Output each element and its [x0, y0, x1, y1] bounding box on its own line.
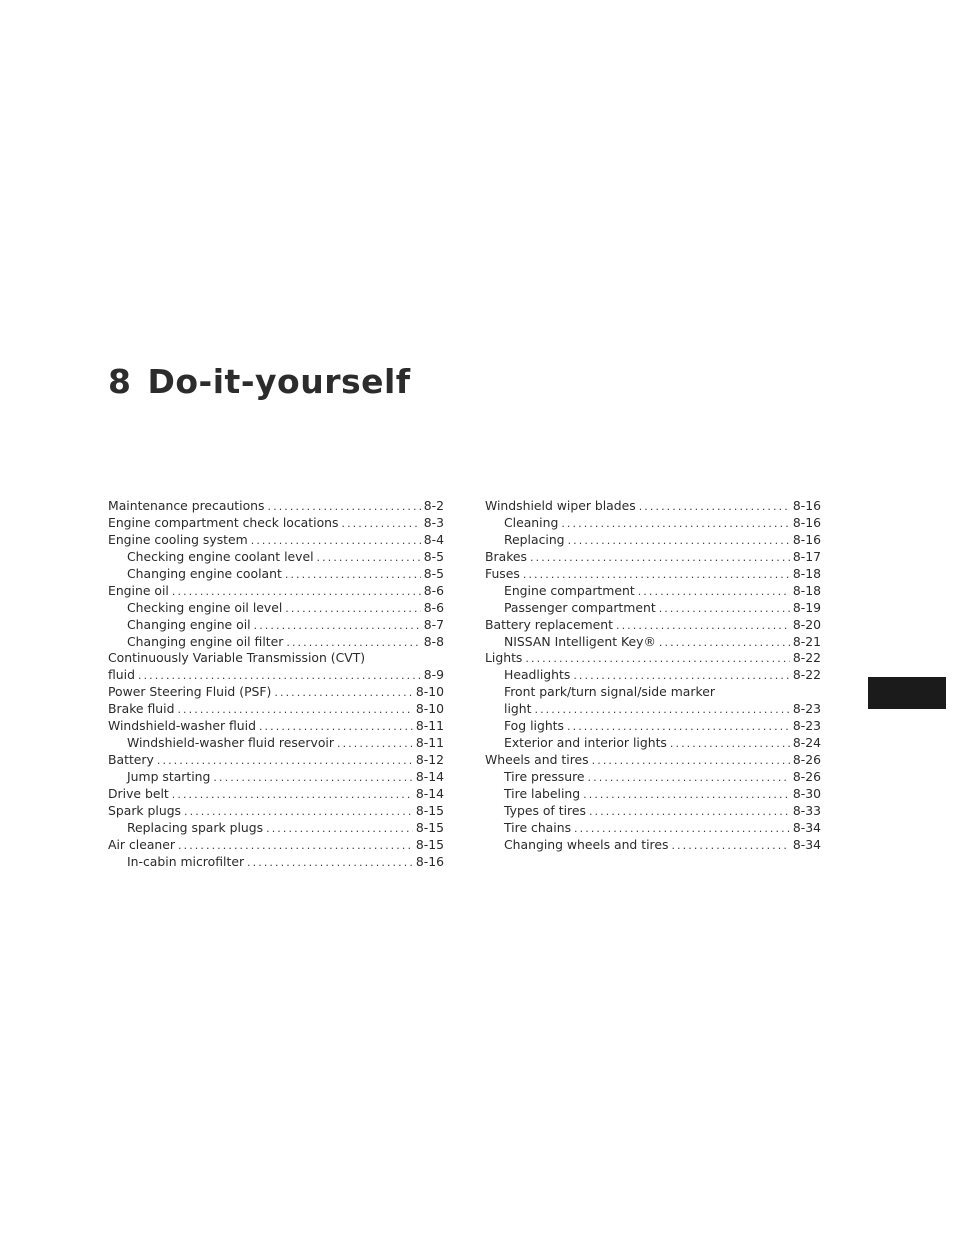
- toc-entry[interactable]: [108, 735, 444, 752]
- toc-entry-page: 8-6: [423, 599, 444, 615]
- toc-leader-dots: [589, 804, 790, 820]
- toc-entry-label: Power Steering Fluid (PSF): [108, 684, 272, 700]
- toc-entry[interactable]: [108, 600, 444, 617]
- toc-entry-page: 8-20: [792, 616, 821, 632]
- chapter-name: Do-it-yourself: [147, 362, 411, 401]
- toc-entry[interactable]: [108, 617, 444, 634]
- toc-entry-page: 8-10: [415, 684, 444, 700]
- toc-entry-label: Tire pressure: [504, 769, 585, 784]
- toc-entry-page: 8-22: [792, 650, 821, 666]
- toc-entry[interactable]: [485, 617, 821, 634]
- toc-entry[interactable]: [485, 684, 821, 701]
- toc-leader-dots: [285, 567, 421, 583]
- toc-entry-page: 8-14: [415, 769, 444, 784]
- toc-entry-page: 8-6: [423, 582, 444, 598]
- toc-entry[interactable]: [485, 820, 821, 837]
- toc-entry-label: Fog lights: [504, 718, 564, 734]
- toc-entry[interactable]: [108, 820, 444, 837]
- toc-entry[interactable]: [485, 532, 821, 549]
- toc-entry-label: Jump starting: [127, 769, 211, 784]
- toc-leader-dots: [534, 702, 789, 718]
- toc-entry-page: 8-19: [792, 599, 821, 615]
- toc-entry-label: Engine compartment: [504, 582, 635, 598]
- toc-entry[interactable]: [485, 769, 821, 786]
- toc-entry-page: 8-24: [792, 735, 821, 751]
- toc-leader-dots: [254, 618, 421, 634]
- toc-entry[interactable]: [485, 837, 821, 854]
- toc-leader-dots: [638, 584, 790, 600]
- toc-entry-label: Engine compartment check locations: [108, 514, 339, 530]
- toc-leader-dots: [286, 635, 420, 651]
- toc-entry-page: 8-3: [423, 514, 444, 530]
- toc-leader-dots: [184, 804, 413, 820]
- toc-entry-label: Changing engine oil: [127, 616, 251, 632]
- toc-entry[interactable]: [108, 634, 444, 651]
- toc-leader-dots: [671, 838, 789, 854]
- toc-entry-label: Wheels and tires: [485, 752, 589, 768]
- toc-entry-page: 8-23: [792, 701, 821, 717]
- toc-entry[interactable]: [108, 701, 444, 718]
- toc-entry-page: 8-34: [792, 836, 821, 852]
- toc-entry-page: 8-14: [415, 785, 444, 801]
- toc-entry-label: Battery replacement: [485, 616, 613, 632]
- toc-entry-label: Types of tires: [504, 802, 586, 818]
- toc-left-column: [108, 498, 444, 871]
- toc-entry-page: 8-22: [792, 667, 821, 683]
- toc-entry[interactable]: [108, 667, 444, 684]
- toc-entry[interactable]: [485, 650, 821, 667]
- toc-entry-label: Passenger compartment: [504, 599, 656, 615]
- toc-entry[interactable]: [108, 718, 444, 735]
- toc-entry-label: fluid: [108, 667, 135, 683]
- toc-entry-page: 8-26: [792, 769, 821, 784]
- toc-leader-dots: [213, 770, 412, 786]
- toc-entry-page: 8-8: [423, 633, 444, 649]
- toc-entry-label: Lights: [485, 650, 523, 666]
- toc-entry-label: Maintenance precautions: [108, 498, 265, 513]
- toc-entry[interactable]: [108, 769, 444, 786]
- chapter-number: 8: [108, 362, 132, 401]
- toc-entry-label: Front park/turn signal/side marker: [504, 684, 715, 700]
- toc-leader-dots: [592, 753, 790, 769]
- toc-entry-page: 8-4: [423, 531, 444, 547]
- toc-entry-label: Headlights: [504, 667, 571, 683]
- toc-entry-page: 8-15: [415, 802, 444, 818]
- toc-entry[interactable]: [108, 650, 444, 667]
- toc-entry[interactable]: [108, 837, 444, 854]
- toc-leader-dots: [525, 651, 789, 667]
- toc-entry-page: 8-5: [423, 565, 444, 581]
- toc-leader-dots: [259, 719, 413, 735]
- toc-leader-dots: [138, 668, 421, 684]
- toc-leader-dots: [177, 702, 412, 718]
- toc-entry-page: 8-12: [415, 752, 444, 768]
- toc-entry-page: 8-15: [415, 819, 444, 835]
- toc-entry[interactable]: [485, 566, 821, 583]
- toc-leader-dots: [573, 668, 790, 684]
- toc-entry[interactable]: [485, 498, 821, 515]
- toc-entry-page: 8-33: [792, 802, 821, 818]
- toc-entry[interactable]: [485, 600, 821, 617]
- toc-leader-dots: [268, 499, 421, 515]
- toc-entry[interactable]: [108, 786, 444, 803]
- toc-entry-page: 8-10: [415, 701, 444, 717]
- toc-leader-dots: [341, 516, 420, 532]
- toc-entry-label: Tire chains: [504, 819, 572, 835]
- toc-leader-dots: [583, 787, 790, 803]
- toc-entry-page: 8-16: [792, 514, 821, 530]
- toc-entry-page: 8-11: [415, 735, 444, 751]
- toc-leader-dots: [247, 855, 413, 871]
- toc-entry-label: Checking engine coolant level: [127, 548, 314, 564]
- toc-leader-dots: [616, 618, 790, 634]
- toc-entry-page: 8-16: [792, 531, 821, 547]
- toc-entry[interactable]: [485, 735, 821, 752]
- toc-entry-page: 8-26: [792, 752, 821, 768]
- toc-leader-dots: [285, 601, 420, 617]
- toc-entry-label: Checking engine oil level: [127, 599, 283, 615]
- toc-entry-label: Battery: [108, 752, 154, 768]
- toc-entry-page: 8-11: [415, 718, 444, 734]
- toc-entry-page: 8-18: [792, 565, 821, 581]
- toc-entry-label: Drive belt: [108, 785, 169, 801]
- chapter-thumb-tab: [868, 677, 946, 709]
- toc-entry[interactable]: [485, 583, 821, 600]
- toc-entry[interactable]: [108, 752, 444, 769]
- toc-leader-dots: [337, 736, 413, 752]
- toc-leader-dots: [523, 567, 790, 583]
- toc-entry[interactable]: [485, 701, 821, 718]
- toc-entry-label: Fuses: [485, 565, 520, 581]
- toc-entry[interactable]: [108, 532, 444, 549]
- toc-leader-dots: [251, 533, 421, 549]
- toc-entry-label: Changing engine coolant: [127, 565, 282, 581]
- toc-leader-dots: [568, 533, 790, 549]
- toc-entry[interactable]: [485, 634, 821, 651]
- toc-entry-label: In-cabin microfilter: [127, 853, 245, 869]
- toc-entry[interactable]: [485, 752, 821, 769]
- toc-leader-dots: [588, 770, 790, 786]
- toc-entry-page: 8-16: [792, 498, 821, 513]
- toc-entry-label: Changing engine oil filter: [127, 633, 284, 649]
- toc-entry-page: 8-9: [423, 667, 444, 683]
- toc-entry-label: NISSAN Intelligent Key®: [504, 633, 656, 649]
- toc-entry[interactable]: [108, 515, 444, 532]
- toc-entry[interactable]: [108, 566, 444, 583]
- toc-entry-label: Windshield wiper blades: [485, 498, 636, 513]
- toc-right-column: [485, 498, 821, 854]
- toc-leader-dots: [172, 584, 421, 600]
- toc-leader-dots: [266, 821, 413, 837]
- toc-leader-dots: [567, 719, 790, 735]
- toc-entry-label: Windshield-washer fluid reservoir: [127, 735, 334, 751]
- toc-leader-dots: [659, 601, 790, 617]
- toc-entry-label: Tire labeling: [504, 785, 581, 801]
- toc-entry[interactable]: [485, 667, 821, 684]
- toc-entry-label: Replacing: [504, 531, 565, 547]
- toc-entry-label: Continuously Variable Transmission (CVT): [108, 650, 366, 666]
- toc-entry[interactable]: [485, 549, 821, 566]
- toc-entry-page: 8-2: [423, 498, 444, 513]
- toc-entry[interactable]: [485, 786, 821, 803]
- toc-entry-label: Engine cooling system: [108, 531, 248, 547]
- toc-entry-page: 8-30: [792, 785, 821, 801]
- toc-entry-page: 8-21: [792, 633, 821, 649]
- toc-entry[interactable]: [108, 498, 444, 515]
- toc-leader-dots: [530, 550, 790, 566]
- toc-entry-page: 8-7: [423, 616, 444, 632]
- toc-entry[interactable]: [108, 803, 444, 820]
- toc-entry[interactable]: [108, 684, 444, 701]
- toc-leader-dots: [574, 821, 790, 837]
- toc-entry[interactable]: [108, 583, 444, 600]
- chapter-title: [108, 362, 411, 401]
- toc-entry-label: Exterior and interior lights: [504, 735, 667, 751]
- toc-entry-page: 8-17: [792, 548, 821, 564]
- toc-entry-label: light: [504, 701, 532, 717]
- toc-entry-label: Air cleaner: [108, 836, 175, 852]
- toc-entry-page: 8-16: [415, 853, 444, 869]
- toc-leader-dots: [317, 550, 421, 566]
- toc-leader-dots: [274, 685, 413, 701]
- toc-entry-page: 8-15: [415, 836, 444, 852]
- toc-entry-page: 8-23: [792, 718, 821, 734]
- toc-leader-dots: [659, 635, 790, 651]
- toc-entry-label: Brake fluid: [108, 701, 175, 717]
- toc-entry[interactable]: [108, 549, 444, 566]
- toc-entry[interactable]: [485, 718, 821, 735]
- toc-entry-label: Changing wheels and tires: [504, 836, 669, 852]
- toc-leader-dots: [670, 736, 790, 752]
- toc-entry-page: 8-18: [792, 582, 821, 598]
- toc-entry-page: 8-5: [423, 548, 444, 564]
- toc-entry[interactable]: [485, 803, 821, 820]
- toc-leader-dots: [178, 838, 413, 854]
- toc-entry-label: Spark plugs: [108, 802, 182, 818]
- toc-entry[interactable]: [108, 854, 444, 871]
- toc-entry-label: Replacing spark plugs: [127, 819, 264, 835]
- toc-entry-label: Brakes: [485, 548, 527, 564]
- toc-entry-label: Windshield-washer fluid: [108, 718, 256, 734]
- toc-leader-dots: [157, 753, 413, 769]
- toc-entry-label: Cleaning: [504, 514, 559, 530]
- toc-entry[interactable]: [485, 515, 821, 532]
- toc-leader-dots: [172, 787, 413, 803]
- toc-leader-dots: [561, 516, 790, 532]
- toc-entry-label: Engine oil: [108, 582, 169, 598]
- toc-leader-dots: [639, 499, 790, 515]
- toc-entry-page: 8-34: [792, 819, 821, 835]
